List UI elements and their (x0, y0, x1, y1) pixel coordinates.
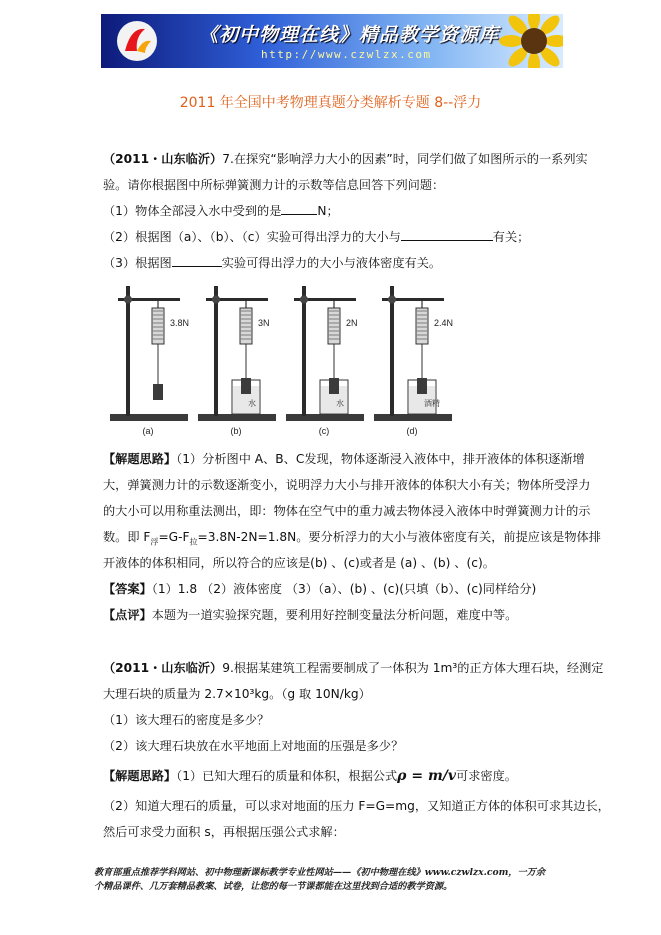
footer-line2: 个精品课件、几万套精品教案、试卷，让您的每一节课都能在这里找到合适的教学资源。 (94, 881, 453, 892)
q9-analysis-line1 (103, 763, 573, 789)
stand-post (390, 286, 394, 416)
figure-caption: (d) (406, 426, 418, 436)
stand-base (198, 414, 276, 421)
site-logo-icon (115, 19, 159, 63)
liquid-label: 酒精 (424, 399, 440, 408)
spring-balance (416, 308, 428, 344)
q9-analysis-text1a: （1）已知大理石的质量和体积，根据公式 (176, 769, 398, 783)
q9-density-formula: ρ = m/v (397, 768, 457, 784)
stand-post (214, 286, 218, 416)
liquid-label: 水 (248, 399, 256, 408)
q7-comment-text: 本题为一道实验探究题，要利用好控制变量法分析问题，难度中等。 (151, 608, 518, 622)
q7-formula-part2: =G-F (158, 530, 190, 544)
stand-post (126, 286, 130, 416)
spring-balance (152, 308, 164, 344)
clamp (124, 296, 132, 304)
q7-sub1-blank (281, 201, 317, 215)
q7-analysis-line3: 的大小可以用称重法测出，即：物体在空气中的重力减去物体浸入液体中时弹簧测力计的示 (103, 504, 591, 518)
q9-analysis-text1b: 可求密度。 (456, 769, 517, 783)
q7-answer (103, 576, 573, 602)
q7-formula-part3: =3.8N-2N=1.8N。要分析浮力的大小与液体密度有关，前提应该是物体排 (197, 530, 601, 544)
site-name: 《初中物理在线》精品教学资源库 (199, 24, 500, 46)
object-block-immersed (241, 378, 251, 394)
q7-formula-sub1: 浮 (150, 537, 159, 547)
q7-answer-label: 【答案】 (103, 582, 152, 596)
q9-sub2: （2）该大理石块放在水平地面上对地面的压强是多少？ (103, 739, 404, 753)
q7-stem-line2: 验。请你根据图中所标弹簧测力计的示数等信息回答下列问题： (103, 178, 445, 192)
spring-balance-figure (108, 280, 468, 438)
q7-stem-line1 (103, 146, 588, 172)
q7-sub2-blank (401, 227, 493, 241)
q7-analysis-label: 【解题思路】 (103, 452, 177, 466)
object-block-immersed (329, 378, 339, 394)
footer-line1: 教育部重点推荐学科网站、初中物理新课标教学专业性网站——《初中物理在线》www.czwlzx.com，一万余 (94, 867, 546, 878)
q7-sub2 (103, 224, 573, 250)
q7-sub1-unit: N； (317, 204, 339, 218)
q7-sub3-tail: 实验可得出浮力的大小与液体密度有关。 (221, 256, 442, 270)
spring-balance (328, 308, 340, 344)
q7-formula-part1: 数。即 F (103, 530, 151, 544)
q7-sub2-text: （2）根据图（a）、（b）、（c）实验可得出浮力的大小与 (103, 230, 401, 244)
q7-sub3 (103, 250, 573, 276)
q9-source: （2011・山东临沂） (103, 661, 223, 675)
q9-stem-text1: 9.根据某建筑工程需要制成了一体积为 1m³的正方体大理石块，经测定 (222, 661, 604, 675)
figure-caption: (b) (230, 426, 242, 436)
q9-analysis-label: 【解题思路】 (103, 769, 177, 783)
balance-reading: 2.4N (434, 318, 454, 328)
page-title: 2011 年全国中考物理真题分类解析专题 8--浮力 (179, 95, 482, 111)
clamp (212, 296, 220, 304)
q7-sub3-blank (172, 253, 222, 267)
q9-analysis-line3: 然后可求受力面积 s，再根据压强公式求解： (103, 825, 345, 839)
stand-base (286, 414, 364, 421)
clamp (300, 296, 308, 304)
q7-sub3-text: （3）根据图 (103, 256, 172, 270)
object-block (153, 384, 163, 400)
balance-reading: 2N (346, 318, 358, 328)
stand-post (302, 286, 306, 416)
site-url[interactable]: http://www.czwlzx.com (261, 48, 432, 61)
object-block-immersed (417, 378, 427, 394)
figure-caption: (a) (142, 426, 154, 436)
figure-caption: (c) (318, 426, 330, 436)
stand-base (110, 414, 188, 421)
q9-stem-line2: 大理石块的质量为 2.7×10³kg。（g 取 10N/kg） (103, 687, 371, 701)
q9-analysis-line2: （2）知道大理石的质量，可以求对地面的压力 F=G=mg，又知道正方体的体积可求其边长， (103, 799, 610, 813)
balance-reading: 3N (258, 318, 270, 328)
spring-balance (240, 308, 252, 344)
q7-comment-label: 【点评】 (103, 608, 152, 622)
q7-analysis-text1: （1）分析图中 A、B、C发现，物体逐渐浸入液体中，排开液体的体积逐渐增 (176, 452, 585, 466)
sunflower-icon (499, 14, 563, 68)
q7-sub2-tail: 有关； (492, 230, 530, 244)
q7-comment (103, 602, 573, 628)
q7-answer-text: （1）1.8 （2）液体密度 （3）（a）、(b) 、(c)(只填（b）、(c)同样给分) (151, 582, 537, 596)
q7-sub1 (103, 198, 573, 224)
q7-analysis-line5: 开液体的体积相同，所以符合的应该是(b) 、(c)或者是 (a) 、(b) 、(c)。 (103, 556, 495, 570)
stand-base (374, 414, 452, 421)
q7-analysis-line2: 大，弹簧测力计的示数逐渐变小，说明浮力大小与排开液体的体积大小有关；物体所受浮力 (103, 478, 591, 492)
q9-sub1: （1）该大理石的密度是多少？ (103, 713, 270, 727)
header-banner (101, 14, 563, 68)
q7-sub1-text: （1）物体全部浸入水中受到的是 (103, 204, 282, 218)
q7-source: （2011・山东临沂） (103, 152, 223, 166)
clamp (388, 296, 396, 304)
balance-reading: 3.8N (170, 318, 190, 328)
q7-stem-text1: 7.在探究“影响浮力大小的因素”时，同学们做了如图所示的一系列实 (222, 152, 588, 166)
q7-formula-sub2: 拉 (189, 537, 198, 547)
page-footer (94, 866, 572, 894)
liquid-label: 水 (336, 399, 344, 408)
q9-stem-line1 (103, 655, 604, 681)
q7-analysis-line1 (103, 446, 585, 472)
